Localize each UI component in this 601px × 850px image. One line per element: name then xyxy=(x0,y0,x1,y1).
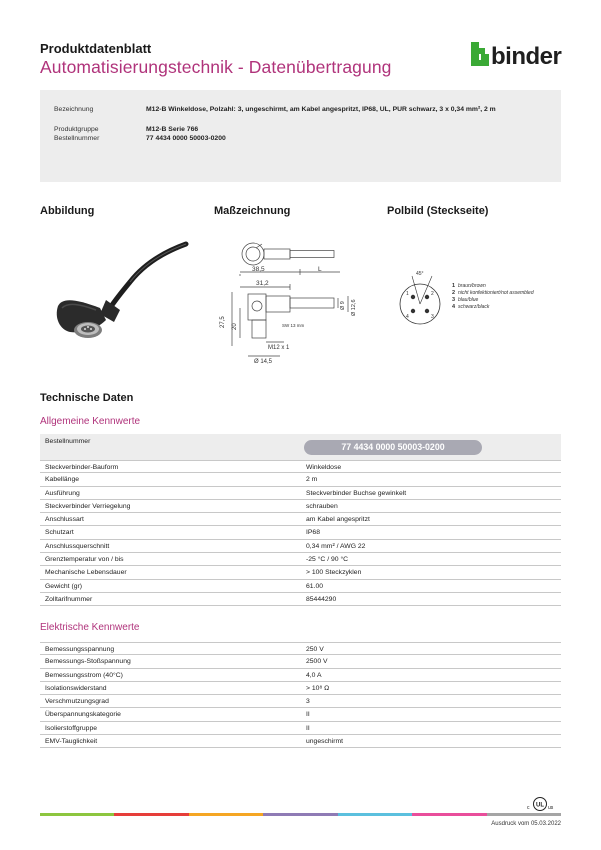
row-label: Steckverbinder Verriegelung xyxy=(45,502,131,510)
legend-text: blau/blue xyxy=(458,297,479,303)
dim-thread-label: M12 x 1 xyxy=(268,345,290,351)
color-bar-segment xyxy=(189,813,263,816)
printed-date: Ausdruck vom 05.03.2022 xyxy=(491,821,561,827)
legend-num: 3 xyxy=(452,297,456,303)
elektrische-rows xyxy=(40,642,561,748)
page-title: Automatisierungstechnik - Datenübertragung xyxy=(40,57,392,77)
abbildung-heading: Abbildung xyxy=(40,205,95,217)
row-label: Anschlussquerschnitt xyxy=(45,542,110,550)
row-label: Steckverbinder-Bauform xyxy=(45,464,119,471)
table-row xyxy=(40,566,561,579)
row-label: Gewicht (gr) xyxy=(45,582,83,590)
table-row xyxy=(40,682,561,695)
row-label: Isolierstoffgruppe xyxy=(45,724,98,732)
color-bar-segment xyxy=(40,813,114,816)
table-row xyxy=(40,473,561,486)
pin-label: 3 xyxy=(431,314,434,320)
row-value: -25 °C / 90 °C xyxy=(306,556,349,564)
row-value: 4,0 A xyxy=(306,671,322,679)
pin-2 xyxy=(425,295,429,299)
row-value: 61.00 xyxy=(306,582,324,590)
elektrische-kennwerte-heading: Elektrische Kennwerte xyxy=(40,622,140,633)
table-row xyxy=(40,526,561,539)
row-label: Schutzart xyxy=(45,529,74,537)
row-value: Steckverbinder Buchse gewinkelt xyxy=(306,489,407,497)
row-label: Bemessungsstrom (40°C) xyxy=(45,671,123,679)
dim-top-label: 38,5 xyxy=(252,266,265,273)
svg-text:UL: UL xyxy=(536,802,544,809)
masszeichnung-heading: Maßzeichnung xyxy=(214,205,291,217)
table-row xyxy=(40,540,561,553)
table-row xyxy=(40,655,561,668)
row-value: 250 V xyxy=(306,646,324,653)
row-label: Grenztemperatur von / bis xyxy=(45,556,124,564)
binder-logo-text: binder xyxy=(491,43,562,70)
row-value: Winkeldose xyxy=(306,464,342,471)
table-row xyxy=(40,500,561,513)
row-label: Isolationswiderstand xyxy=(45,684,107,692)
row-value: 0,34 mm² / AWG 22 xyxy=(306,542,366,550)
table-row xyxy=(40,735,561,748)
dim-mid-label: 31,2 xyxy=(256,280,269,287)
row-label: Kabellänge xyxy=(45,476,80,484)
pin-3 xyxy=(425,309,429,313)
row-label: Verschmutzungsgrad xyxy=(45,698,109,706)
row-label: Anschlussart xyxy=(45,516,84,524)
table-row xyxy=(40,722,561,735)
dim-left-inner-label: 20 xyxy=(232,323,238,330)
dim-l-label: L xyxy=(318,266,322,273)
color-bar-segment xyxy=(114,813,188,816)
technische-daten-heading: Technische Daten xyxy=(40,392,134,404)
polbild-heading: Polbild (Steckseite) xyxy=(387,205,489,217)
dim-d145-label: Ø 14,5 xyxy=(254,359,273,365)
info-value: 77 4434 0000 50003-0200 xyxy=(146,135,226,142)
dim-sw-label: SW 13 mm xyxy=(282,323,305,328)
elektrische-kennwerte-table xyxy=(40,642,561,748)
footer-color-bar xyxy=(40,813,561,816)
info-label: Bestellnummer xyxy=(54,135,100,142)
table-row xyxy=(40,553,561,566)
row-value: 2 m xyxy=(306,476,318,484)
color-bar-segment xyxy=(412,813,486,816)
row-value: > 100 Steckzyklen xyxy=(306,569,362,577)
row-value: IP68 xyxy=(306,529,320,537)
color-bar-segment xyxy=(338,813,412,816)
info-value: M12-B Winkeldose, Polzahl: 3, ungeschirmt, am Kabel angespritzt, IP68, UL, PUR schwarz, 3 x 0,34 mm², 2 m xyxy=(146,106,496,113)
row-value: ungeschirmt xyxy=(306,738,344,746)
order-number-pill: 77 4434 0000 50003-0200 xyxy=(304,440,482,455)
row-label: Mechanische Lebensdauer xyxy=(45,569,127,577)
row-value: > 10⁸ Ω xyxy=(306,684,330,692)
info-value: M12-B Serie 766 xyxy=(146,126,199,133)
table-row xyxy=(40,593,561,606)
product-image xyxy=(44,238,194,348)
row-value: II xyxy=(306,724,310,732)
polbild-angle-label: 45° xyxy=(416,271,424,277)
table-row xyxy=(40,487,561,500)
row-value: schrauben xyxy=(306,502,338,510)
legend-num: 1 xyxy=(452,283,456,289)
allgemeine-rows xyxy=(40,460,561,606)
allgemeine-kennwerte-table xyxy=(40,434,561,606)
ul-certification-mark xyxy=(525,796,555,812)
row-value: 3 xyxy=(306,698,310,706)
table-row xyxy=(40,695,561,708)
pin-4 xyxy=(411,309,415,313)
dim-d9-label: Ø 9 xyxy=(340,301,346,310)
color-bar-segment xyxy=(487,813,561,816)
row-label: Zolltarifnummer xyxy=(45,595,93,603)
row-label: Bemessungs-Stoßspannung xyxy=(45,658,131,666)
product-info-box xyxy=(40,90,561,182)
pin-label: 4 xyxy=(406,314,409,320)
doc-type-label: Produktdatenblatt xyxy=(40,41,152,56)
row-label: EMV-Tauglichkeit xyxy=(45,738,98,746)
table-row xyxy=(40,580,561,593)
table-head-row xyxy=(40,434,561,460)
svg-text:us: us xyxy=(548,805,554,811)
row-label: Überspannungskategorie xyxy=(45,711,121,719)
row-label: Bemessungsspannung xyxy=(45,646,115,653)
row-value: 2500 V xyxy=(306,658,328,666)
svg-text:c: c xyxy=(527,805,530,811)
info-label: Bezeichnung xyxy=(54,106,94,113)
pin-label: 1 xyxy=(406,291,409,297)
polbild-diagram xyxy=(390,266,560,346)
table-row xyxy=(40,642,561,655)
table-row xyxy=(40,460,561,473)
pin-label: 2 xyxy=(431,291,434,297)
row-value: II xyxy=(306,711,310,719)
dim-left-outer-label: 27,5 xyxy=(220,316,226,328)
pin-1 xyxy=(411,295,415,299)
color-bar-segment xyxy=(263,813,337,816)
dim-d126-label: Ø 12,6 xyxy=(351,299,357,316)
info-label: Produktgruppe xyxy=(54,126,99,133)
table-row xyxy=(40,708,561,721)
row-value: am Kabel angespritzt xyxy=(306,516,370,524)
legend-text: nicht konfektioniert/not assembled xyxy=(458,290,534,296)
row-value: 85444290 xyxy=(306,595,337,603)
row-label: Ausführung xyxy=(45,489,80,497)
allgemeine-kennwerte-heading: Allgemeine Kennwerte xyxy=(40,416,141,427)
legend-text: braun/brown xyxy=(458,283,486,289)
head-label: Bestellnummer xyxy=(45,438,91,445)
table-row xyxy=(40,513,561,526)
legend-num: 2 xyxy=(452,290,456,296)
legend-num: 4 xyxy=(452,304,456,310)
dimension-drawing xyxy=(210,232,370,367)
table-row xyxy=(40,669,561,682)
legend-text: schwarz/black xyxy=(458,304,490,310)
